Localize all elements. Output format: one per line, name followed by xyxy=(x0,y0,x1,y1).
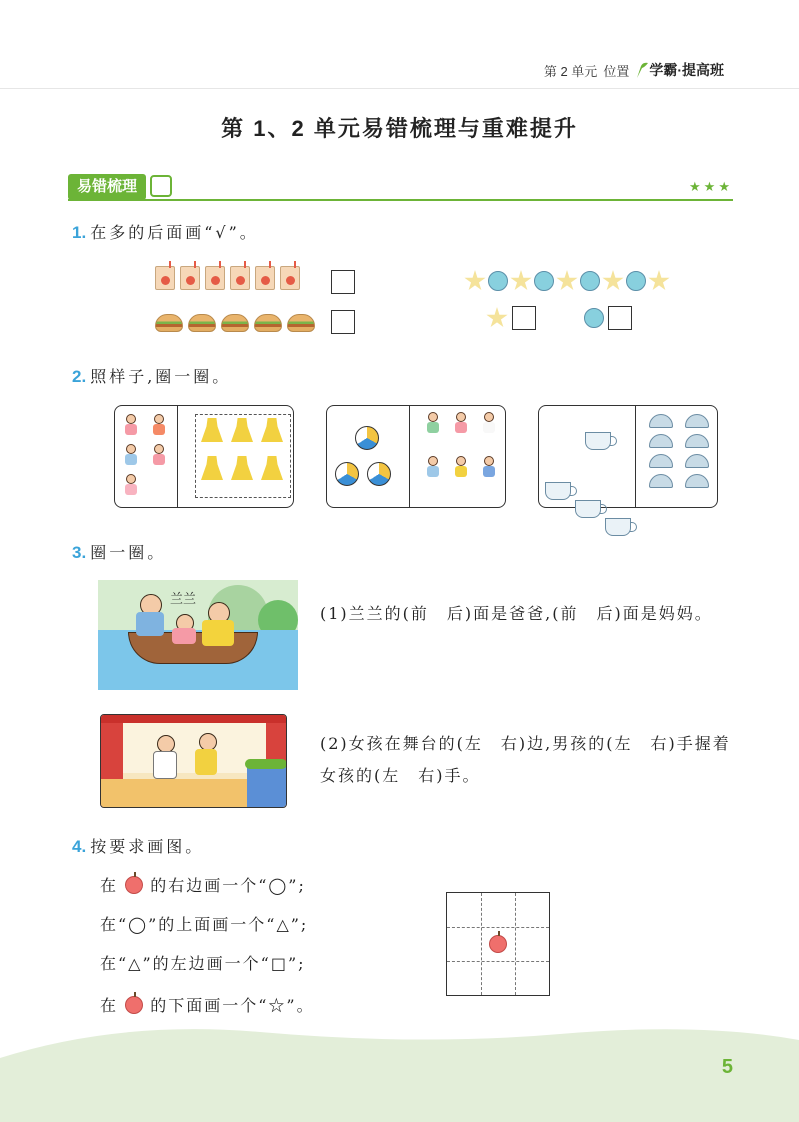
lid-icon xyxy=(685,434,709,448)
question-number: 2. xyxy=(72,367,87,386)
star-answer xyxy=(486,306,536,330)
burger-icon xyxy=(287,314,315,332)
kid-icon xyxy=(151,414,167,436)
question-text: 按要求画图。 xyxy=(90,837,205,856)
question-number: 3. xyxy=(72,543,87,562)
brand-text: 学霸·提高班 xyxy=(649,62,724,78)
star-icon xyxy=(602,270,624,292)
question-3 xyxy=(72,540,166,563)
juice-box-icon xyxy=(255,266,275,290)
kids-group xyxy=(123,414,169,496)
panel-divider xyxy=(177,406,178,507)
topic-label: 位置 xyxy=(603,63,630,79)
dress-icon xyxy=(261,418,283,442)
circle-icon xyxy=(584,308,604,328)
ball-icon xyxy=(355,426,379,450)
question-4 xyxy=(72,834,204,857)
notebook-icon xyxy=(150,175,172,197)
page-number: 5 xyxy=(721,1056,733,1078)
circle-icon xyxy=(626,271,646,291)
section-divider xyxy=(68,199,733,201)
dress-icon xyxy=(231,418,253,442)
ball-icon xyxy=(335,462,359,486)
header-divider xyxy=(0,88,799,89)
kid-icon xyxy=(481,412,497,434)
question-number: 4. xyxy=(72,837,87,856)
juice-row xyxy=(155,266,300,290)
circle-answer xyxy=(584,306,632,330)
page-title: 第 1、2 单元易错梳理与重难提升 xyxy=(221,116,578,141)
question-text: 在多的后面画“√”。 xyxy=(90,223,259,242)
kid-icon xyxy=(425,412,441,434)
lid-icon xyxy=(685,454,709,468)
star-icon xyxy=(464,270,486,292)
instruction-4: 在 的下面画一个“☆”。 xyxy=(100,996,315,1015)
question-3-part-2: (2)女孩在舞台的(左 右)边,男孩的(左 右)手握着女孩的(左 右)手。 xyxy=(320,734,731,785)
burger-icon xyxy=(254,314,282,332)
cup-icon xyxy=(545,482,571,500)
answer-box-juice[interactable] xyxy=(331,270,355,294)
dress-icon xyxy=(201,418,223,442)
question-1 xyxy=(72,220,259,243)
ball-icon xyxy=(367,462,391,486)
instruction-3: 在“△”的左边画一个“□”; xyxy=(100,954,306,973)
apple-icon xyxy=(489,935,507,953)
scene-label: 兰兰 xyxy=(170,591,197,606)
lid-icon xyxy=(685,474,709,488)
stage-illustration xyxy=(100,714,287,808)
question-panel-cups xyxy=(538,405,718,508)
juice-box-icon xyxy=(155,266,175,290)
juice-box-icon xyxy=(205,266,225,290)
juice-box-icon xyxy=(180,266,200,290)
question-3-part-1: (1)兰兰的(前 后)面是爸爸,(前 后)面是妈妈。 xyxy=(320,604,713,623)
question-2 xyxy=(72,364,231,387)
lid-icon xyxy=(649,414,673,428)
kids-group xyxy=(425,412,503,478)
panel-divider xyxy=(635,406,636,507)
juice-box-icon xyxy=(280,266,300,290)
dress-icon xyxy=(201,456,223,480)
juice-box-icon xyxy=(230,266,250,290)
circle-icon xyxy=(534,271,554,291)
answer-box-star[interactable] xyxy=(512,306,536,330)
panel-divider xyxy=(409,406,410,507)
kid-icon xyxy=(453,456,469,478)
kid-icon xyxy=(453,412,469,434)
star-icon xyxy=(556,270,578,292)
lid-icon xyxy=(649,454,673,468)
star-icon xyxy=(510,270,532,292)
question-number: 1. xyxy=(72,223,87,242)
question-panel-balls xyxy=(326,405,506,508)
cup-icon xyxy=(575,500,601,518)
lids-group xyxy=(649,414,709,488)
question-text: 照样子,圈一圈。 xyxy=(90,367,232,386)
burger-icon xyxy=(188,314,216,332)
difficulty-stars: ★★★ xyxy=(689,180,733,195)
burger-row xyxy=(155,314,315,332)
lid-icon xyxy=(649,434,673,448)
kid-icon xyxy=(123,474,139,496)
kid-icon xyxy=(123,444,139,466)
shape-sequence xyxy=(464,270,670,292)
dress-icon xyxy=(231,456,253,480)
lid-icon xyxy=(649,474,673,488)
dresses-group xyxy=(201,418,287,480)
star-icon xyxy=(486,307,508,329)
kid-icon xyxy=(151,444,167,466)
burger-icon xyxy=(221,314,249,332)
answer-box-circle[interactable] xyxy=(608,306,632,330)
brand-logo xyxy=(635,60,724,80)
answer-box-burger[interactable] xyxy=(331,310,355,334)
apple-icon xyxy=(125,876,143,894)
page-header xyxy=(544,60,724,80)
example-panel-dresses xyxy=(114,405,294,508)
section-tag: 易错梳理 xyxy=(68,174,146,200)
question-text: 圈一圈。 xyxy=(90,543,167,562)
dress-icon xyxy=(261,456,283,480)
boat-illustration xyxy=(98,580,298,690)
kid-icon xyxy=(123,414,139,436)
star-icon xyxy=(648,270,670,292)
leaf-icon xyxy=(635,62,649,78)
circle-icon xyxy=(488,271,508,291)
drawing-grid[interactable] xyxy=(446,892,550,996)
burger-icon xyxy=(155,314,183,332)
unit-label: 第 2 单元 xyxy=(543,63,598,79)
cup-icon xyxy=(585,432,611,450)
instruction-1: 在 的右边画一个“◯”; xyxy=(100,876,306,895)
kid-icon xyxy=(481,456,497,478)
lid-icon xyxy=(685,414,709,428)
circle-icon xyxy=(580,271,600,291)
footer-wave xyxy=(0,1010,799,1122)
cup-icon xyxy=(605,518,631,536)
instruction-2: 在“◯”的上面画一个“△”; xyxy=(100,915,309,934)
kid-icon xyxy=(425,456,441,478)
